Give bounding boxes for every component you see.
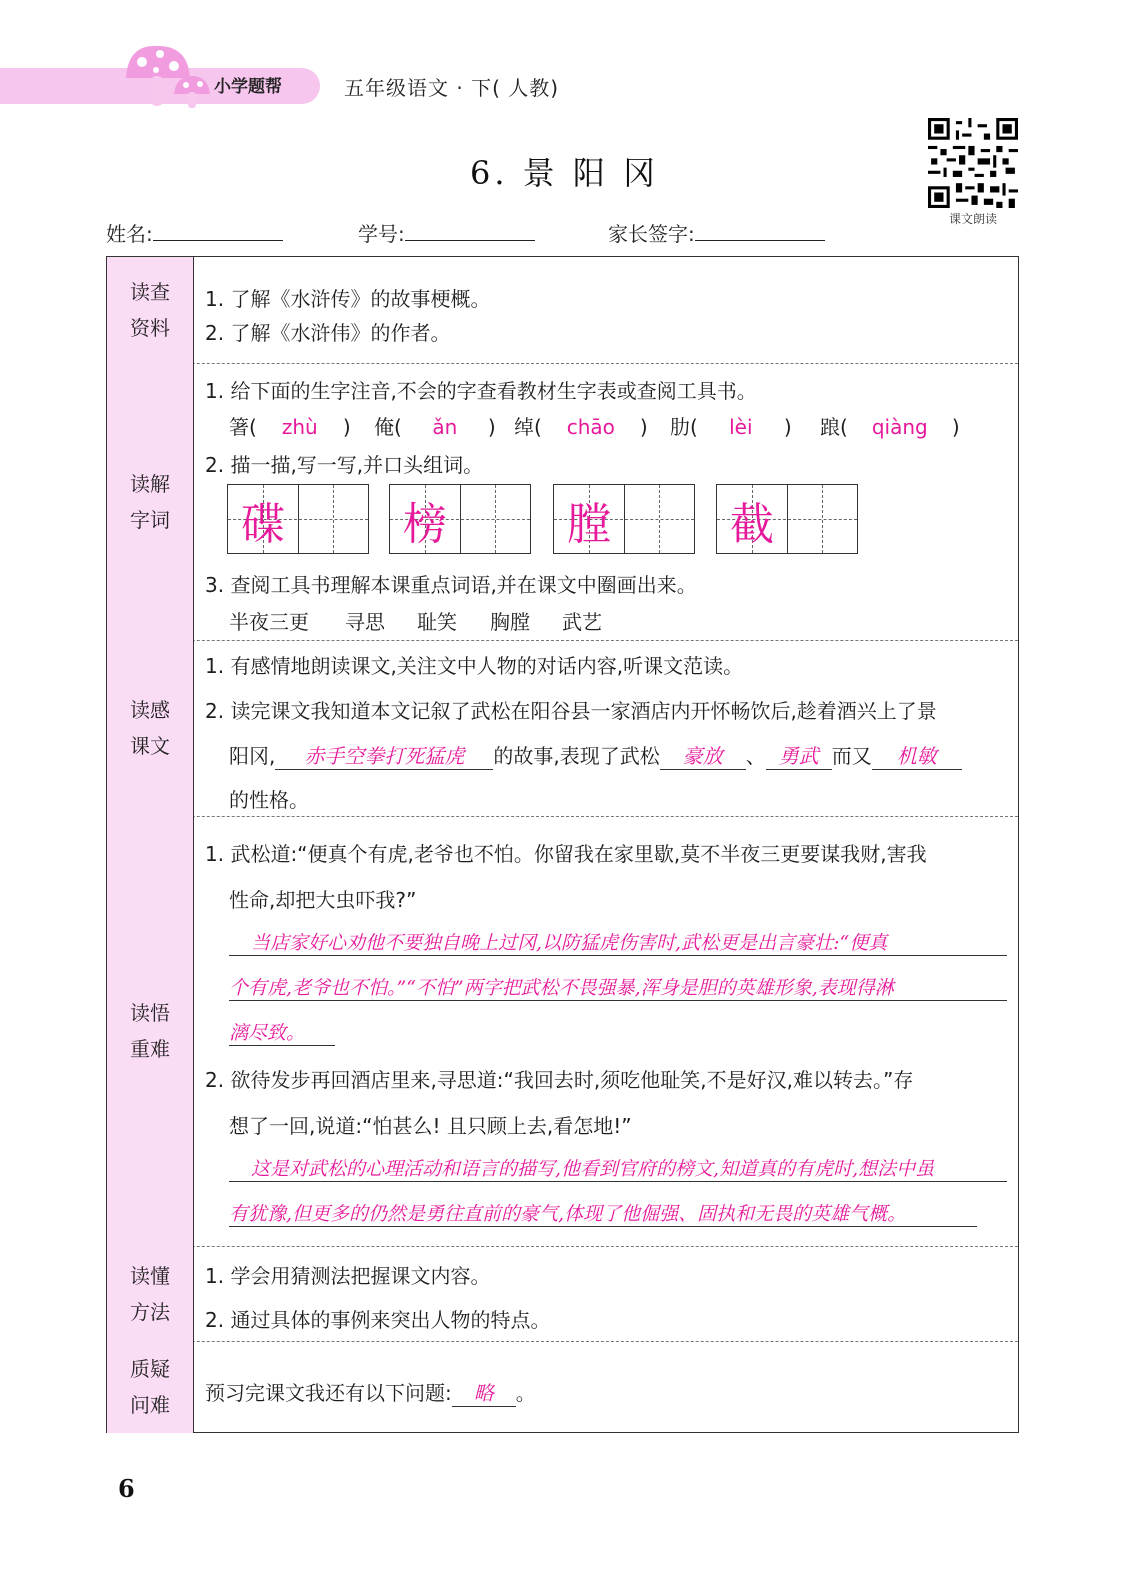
list-item: 2. 通过具体的事例来突出人物的特点。 bbox=[205, 1308, 551, 1332]
list-item: 2. 了解《水浒伟》的作者。 bbox=[205, 321, 451, 345]
page-title: 6. 景 阳 冈 bbox=[469, 154, 660, 192]
writing-grid[interactable] bbox=[716, 484, 858, 554]
answer-blank[interactable]: 豪放 bbox=[660, 740, 746, 770]
page-number: 6 bbox=[118, 1474, 135, 1503]
worksheet-table bbox=[106, 256, 1019, 1433]
answer-line[interactable]: 有犹豫,但更多的仍然是勇往直前的豪气,体现了他倔强、固执和无畏的英雄气概。 bbox=[229, 1199, 977, 1227]
answer-blank[interactable]: 略 bbox=[452, 1377, 516, 1407]
section-questions bbox=[107, 1341, 1018, 1433]
tracing-character: 截 bbox=[730, 499, 774, 550]
answer-line[interactable]: 这是对武松的心理活动和语言的描写,他看到官府的榜文,知道真的有虎时,想法中虽 bbox=[229, 1154, 1007, 1182]
answer-blank[interactable]: 赤手空拳打死猛虎 bbox=[275, 740, 493, 770]
answer-blank[interactable]: 勇武 bbox=[766, 740, 832, 770]
answer-line[interactable]: 漓尽致。 bbox=[229, 1018, 335, 1046]
answer-blank[interactable]: 机敏 bbox=[872, 740, 962, 770]
tracing-character: 膛 bbox=[567, 499, 611, 550]
section-label: 读懂 方法 bbox=[107, 1246, 194, 1341]
tracing-character: 碟 bbox=[241, 499, 285, 550]
list-item: 1. 学会用猜测法把握课文内容。 bbox=[205, 1264, 491, 1288]
section-research bbox=[107, 257, 1018, 363]
question-text: 2. 欲待发步再回酒店里来,寻思道:“我回去时,须吃他耻笑,不是好汉,难以转去。”存 bbox=[205, 1068, 914, 1092]
pinyin-item: 绰( chāo ) bbox=[514, 415, 648, 439]
name-field[interactable] bbox=[106, 218, 283, 247]
name-blank[interactable] bbox=[153, 222, 283, 241]
question-text: 1. 有感情地朗读课文,关注文中人物的对话内容,听课文范读。 bbox=[205, 654, 744, 678]
parent-signature-label: 家长签字: bbox=[608, 222, 695, 246]
question-prompt: 预习完课文我还有以下问题: 略 。 bbox=[205, 1377, 536, 1407]
parent-signature-blank[interactable] bbox=[695, 222, 825, 241]
section-label: 读解 字词 bbox=[107, 363, 194, 640]
brand-name: 小学题帮 bbox=[214, 77, 282, 97]
tracing-character: 榜 bbox=[403, 499, 447, 550]
question-text: 3. 查阅工具书理解本课重点词语,并在课文中圈画出来。 bbox=[205, 573, 697, 597]
question-text: 性命,却把大虫吓我?” bbox=[229, 888, 417, 912]
pinyin-item: 俺( ǎn ) bbox=[374, 415, 496, 439]
writing-grid[interactable] bbox=[227, 484, 369, 554]
parent-signature-field[interactable] bbox=[608, 218, 825, 247]
book-title: 五年级语文 · 下( 人教) bbox=[344, 76, 560, 100]
section-label: 质疑 问难 bbox=[107, 1341, 194, 1433]
section-label: 读查 资料 bbox=[107, 257, 194, 363]
question-text: 的性格。 bbox=[229, 788, 309, 812]
student-id-blank[interactable] bbox=[405, 222, 535, 241]
qr-code-icon[interactable] bbox=[928, 118, 1018, 208]
answer-line[interactable]: 个有虎,老爷也不怕。”“不怕”两字把武松不畏强暴,浑身是胆的英雄形象,表现得淋 bbox=[229, 973, 1007, 1001]
key-word: 胸膛 bbox=[490, 610, 530, 634]
qr-caption: 课文朗读 bbox=[948, 212, 997, 226]
section-reading bbox=[107, 640, 1018, 816]
section-label: 读悟 重难 bbox=[107, 816, 194, 1246]
answer-line[interactable]: 当店家好心劝他不要独自晚上过冈,以防猛虎伤害时,武松更是出言豪壮:“便真 bbox=[229, 928, 1007, 956]
list-item: 1. 了解《水浒传》的故事梗概。 bbox=[205, 287, 491, 311]
student-id-label: 学号: bbox=[358, 222, 405, 246]
key-word: 武艺 bbox=[562, 610, 602, 634]
fill-in-sentence: 阳冈, 赤手空拳打死猛虎 的故事,表现了武松 豪放 、 勇武 而又 机敏 bbox=[229, 740, 962, 770]
question-text: 1. 给下面的生字注音,不会的字查看教材生字表或查阅工具书。 bbox=[205, 379, 757, 403]
pinyin-item: 肋( lèi ) bbox=[670, 415, 792, 439]
question-text: 想了一回,说道:“怕甚么! 且只顾上去,看怎地!” bbox=[229, 1114, 632, 1138]
question-text: 2. 读完课文我知道本文记叙了武松在阳谷县一家酒店内开怀畅饮后,趁着酒兴上了景 bbox=[205, 699, 937, 723]
key-word: 耻笑 bbox=[417, 610, 457, 634]
section-methods bbox=[107, 1246, 1018, 1341]
pinyin-item: 箸( zhù ) bbox=[229, 415, 351, 439]
mushroom-logo-icon bbox=[118, 40, 228, 110]
student-id-field[interactable] bbox=[358, 218, 535, 247]
question-text: 1. 武松道:“便真个有虎,老爷也不怕。你留我在家里歇,莫不半夜三更要谋我财,害我 bbox=[205, 842, 927, 866]
section-label: 读感 课文 bbox=[107, 640, 194, 816]
key-word: 寻思 bbox=[345, 610, 385, 634]
key-word: 半夜三更 bbox=[229, 610, 309, 634]
writing-grid[interactable] bbox=[553, 484, 695, 554]
question-text: 2. 描一描,写一写,并口头组词。 bbox=[205, 453, 484, 477]
section-key-points bbox=[107, 816, 1018, 1246]
name-label: 姓名: bbox=[106, 222, 153, 246]
writing-grid[interactable] bbox=[389, 484, 531, 554]
pinyin-item: 踉( qiàng ) bbox=[820, 415, 960, 439]
